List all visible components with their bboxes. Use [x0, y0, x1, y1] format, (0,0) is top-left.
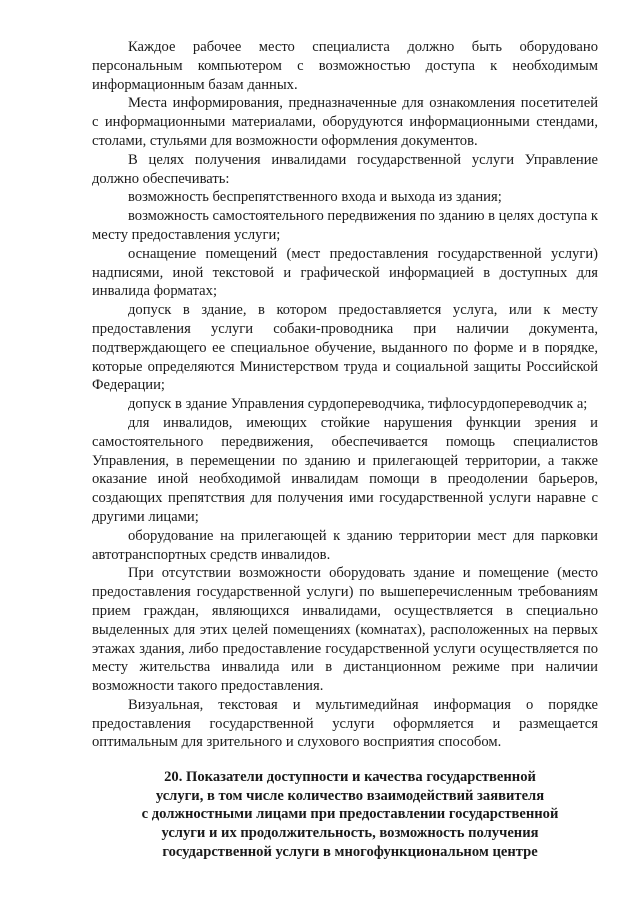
paragraph-entry-exit: возможность беспрепятственного входа и выхода из здания;	[128, 189, 502, 206]
heading-line: с должностными лицами при предоставлении государственной	[141, 806, 559, 823]
heading-line: государственной услуги в многофункциональном центре	[162, 843, 538, 860]
paragraph-parking: оборудование на прилегающей к зданию территории мест для парковки автотранспортных средств инвалидов.	[92, 527, 598, 563]
heading-line: услуги и их продолжительность, возможность получения	[161, 825, 539, 842]
paragraph-alternative-premises: При отсутствии возможности оборудовать здание и помещение (место предоставления государственной услуги) по вышеперечисленным требованиям прием граждан, являющихся инвалидами, осуществляется в специально выделенных для этих целей помещениях (комнатах), расположенных на первых этажах здания, либо предоставление государственной услуги осуществляется по месту жительства инвалида или в дистанционном режиме при наличии возможности такого предоставления.	[92, 565, 598, 695]
heading-line: 20. Показатели доступности и качества государственной	[164, 769, 536, 786]
paragraph-independent-movement: возможность самостоятельного передвижения по зданию в целях доступа к месту предоставления услуги;	[92, 208, 598, 243]
paragraph-sign-interpreter: допуск в здание Управления сурдопереводчика, тифлосурдопереводчик а;	[128, 396, 588, 413]
document-page	[92, 38, 598, 861]
section-20-heading	[92, 768, 598, 861]
paragraph-multimedia-info: Визуальная, текстовая и мультимедийная информация о порядке предоставления государственной услуги оформляется и размещается оптимальным для зрительного и слухового восприятия способом.	[92, 696, 598, 751]
paragraph-guide-dog: допуск в здание, в котором предоставляется услуга, или к месту предоставления услуги собаки-проводника при наличии документа, подтверждающего ее специальное обучение, выданного по форме и в порядке, которые определяются Министерством труда и социальной защиты Российской Федерации;	[92, 302, 598, 394]
paragraph-signage: оснащение помещений (мест предоставления государственной услуги) надписями, иной текстовой и графической информацией в доступных для инвалида форматах;	[92, 245, 598, 300]
paragraph-workplace-equipment: Каждое рабочее место специалиста должно быть оборудовано персональным компьютером с возможностью доступа к необходимым информационным базам данных.	[92, 39, 598, 93]
paragraph-visual-impairment-help: для инвалидов, имеющих стойкие нарушения функции зрения и самостоятельного передвижения, обеспечивается помощь специалистов Управления, в перемещении по зданию и прилегающей территории, а также оказание иной необходимой инвалидам помощи в преодолении барьеров, создающих препятствия для получения ими государственной услуги наравне с другими лицами;	[92, 414, 598, 525]
heading-line: услуги, в том числе количество взаимодействий заявителя	[155, 787, 545, 804]
paragraph-disabled-access-intro: В целях получения инвалидами государственной услуги Управление должно обеспечивать:	[92, 151, 598, 187]
paragraph-information-places: Места информирования, предназначенные для ознакомления посетителей с информационными материалами, оборудуются информационными стендами, столами, стульями для возможности оформления документов.	[92, 95, 598, 149]
